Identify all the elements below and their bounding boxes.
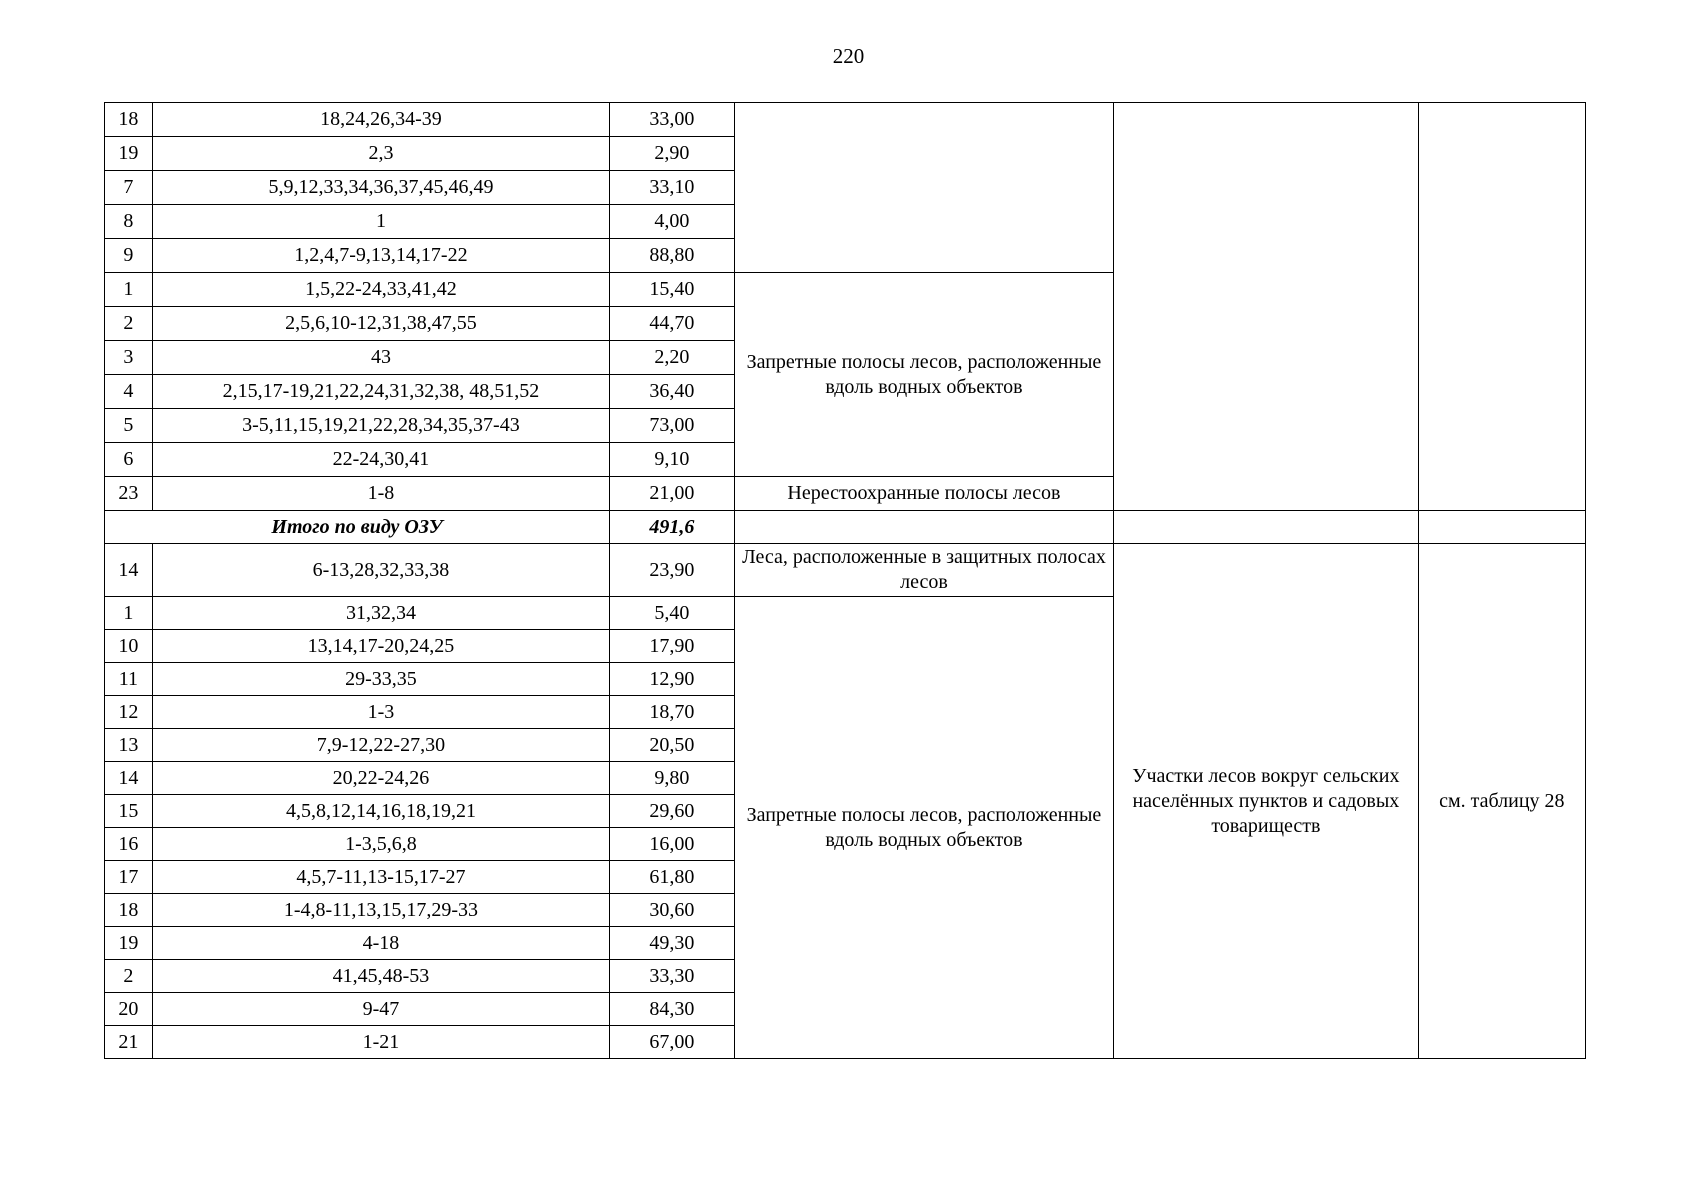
allotments-cell: 20,22-24,26 <box>152 762 609 795</box>
quarter-cell: 18 <box>105 103 153 137</box>
allotments-cell: 2,15,17-19,21,22,24,31,32,38, 48,51,52 <box>152 375 609 409</box>
quarter-cell: 13 <box>105 729 153 762</box>
area-cell: 36,40 <box>610 375 735 409</box>
quarter-cell: 21 <box>105 1026 153 1059</box>
quarter-cell: 2 <box>105 307 153 341</box>
allotments-cell: 4-18 <box>152 927 609 960</box>
reference-cell: см. таблицу 28 <box>1418 544 1585 1059</box>
allotments-cell: 22-24,30,41 <box>152 443 609 477</box>
quarter-cell: 1 <box>105 597 153 630</box>
quarter-cell: 16 <box>105 828 153 861</box>
area-cell: 18,70 <box>610 696 735 729</box>
allotments-cell: 31,32,34 <box>152 597 609 630</box>
area-cell: 33,00 <box>610 103 735 137</box>
total-empty-cell <box>1114 511 1419 544</box>
allotments-cell: 1-3 <box>152 696 609 729</box>
page-number: 220 <box>832 44 865 68</box>
allotments-cell: 1-4,8-11,13,15,17,29-33 <box>152 894 609 927</box>
total-empty-cell <box>1418 511 1585 544</box>
quarter-cell: 20 <box>105 993 153 1026</box>
area-cell: 44,70 <box>610 307 735 341</box>
area-cell: 88,80 <box>610 239 735 273</box>
quarter-cell: 11 <box>105 663 153 696</box>
allotments-cell: 18,24,26,34-39 <box>152 103 609 137</box>
quarter-cell: 1 <box>105 273 153 307</box>
total-value: 491,6 <box>610 511 735 544</box>
allotments-cell: 2,5,6,10-12,31,38,47,55 <box>152 307 609 341</box>
area-cell: 30,60 <box>610 894 735 927</box>
reference-cell-empty <box>1418 103 1585 511</box>
ozu-type-cell: Участки лесов вокруг сельских населённых пунктов и садовых товариществ <box>1114 544 1419 1059</box>
quarter-cell: 3 <box>105 341 153 375</box>
quarter-cell: 15 <box>105 795 153 828</box>
allotments-cell: 1-8 <box>152 477 609 511</box>
area-cell: 5,40 <box>610 597 735 630</box>
total-label: Итого по виду ОЗУ <box>105 511 610 544</box>
area-cell: 73,00 <box>610 409 735 443</box>
quarter-cell: 19 <box>105 137 153 171</box>
area-cell: 84,30 <box>610 993 735 1026</box>
quarter-cell: 2 <box>105 960 153 993</box>
area-cell: 2,90 <box>610 137 735 171</box>
allotments-cell: 13,14,17-20,24,25 <box>152 630 609 663</box>
quarter-cell: 5 <box>105 409 153 443</box>
quarter-cell: 14 <box>105 762 153 795</box>
area-cell: 15,40 <box>610 273 735 307</box>
category-cell-water-2: Запретные полосы лесов, расположенные вдоль водных объектов <box>734 597 1113 1059</box>
quarter-cell: 6 <box>105 443 153 477</box>
allotments-cell: 29-33,35 <box>152 663 609 696</box>
category-cell-empty <box>734 103 1113 273</box>
area-cell: 20,50 <box>610 729 735 762</box>
allotments-cell: 9-47 <box>152 993 609 1026</box>
allotments-cell: 1-21 <box>152 1026 609 1059</box>
category-cell-spawning: Нерестоохранные полосы лесов <box>734 477 1113 511</box>
allotments-cell: 7,9-12,22-27,30 <box>152 729 609 762</box>
allotments-cell: 43 <box>152 341 609 375</box>
area-cell: 61,80 <box>610 861 735 894</box>
quarter-cell: 4 <box>105 375 153 409</box>
area-cell: 17,90 <box>610 630 735 663</box>
allotments-cell: 1,2,4,7-9,13,14,17-22 <box>152 239 609 273</box>
area-cell: 16,00 <box>610 828 735 861</box>
category-cell-protective: Леса, расположенные в защитных полосах лесов <box>734 544 1113 597</box>
allotments-cell: 1-3,5,6,8 <box>152 828 609 861</box>
area-cell: 9,80 <box>610 762 735 795</box>
area-cell: 21,00 <box>610 477 735 511</box>
quarter-cell: 8 <box>105 205 153 239</box>
allotments-cell: 3-5,11,15,19,21,22,28,34,35,37-43 <box>152 409 609 443</box>
quarter-cell: 14 <box>105 544 153 597</box>
allotments-cell: 1 <box>152 205 609 239</box>
table-row <box>105 103 1586 137</box>
quarter-cell: 18 <box>105 894 153 927</box>
area-cell: 12,90 <box>610 663 735 696</box>
quarter-cell: 9 <box>105 239 153 273</box>
allotments-cell: 6-13,28,32,33,38 <box>152 544 609 597</box>
quarter-cell: 7 <box>105 171 153 205</box>
category-cell-water: Запретные полосы лесов, расположенные вдоль водных объектов <box>734 273 1113 477</box>
area-cell: 49,30 <box>610 927 735 960</box>
area-cell: 33,10 <box>610 171 735 205</box>
allotments-cell: 2,3 <box>152 137 609 171</box>
quarter-cell: 10 <box>105 630 153 663</box>
quarter-cell: 19 <box>105 927 153 960</box>
allotments-cell: 4,5,7-11,13-15,17-27 <box>152 861 609 894</box>
area-cell: 23,90 <box>610 544 735 597</box>
area-cell: 33,30 <box>610 960 735 993</box>
quarter-cell: 12 <box>105 696 153 729</box>
allotments-cell: 5,9,12,33,34,36,37,45,46,49 <box>152 171 609 205</box>
area-cell: 9,10 <box>610 443 735 477</box>
allotments-cell: 4,5,8,12,14,16,18,19,21 <box>152 795 609 828</box>
allotments-cell: 41,45,48-53 <box>152 960 609 993</box>
area-cell: 29,60 <box>610 795 735 828</box>
table-row <box>105 544 1586 597</box>
total-empty-cell <box>734 511 1113 544</box>
allotments-cell: 1,5,22-24,33,41,42 <box>152 273 609 307</box>
area-cell: 2,20 <box>610 341 735 375</box>
total-row <box>105 511 1586 544</box>
area-cell: 67,00 <box>610 1026 735 1059</box>
quarter-cell: 17 <box>105 861 153 894</box>
ozu-type-cell-empty <box>1114 103 1419 511</box>
area-cell: 4,00 <box>610 205 735 239</box>
quarter-cell: 23 <box>105 477 153 511</box>
forest-protection-table <box>104 102 1586 1059</box>
